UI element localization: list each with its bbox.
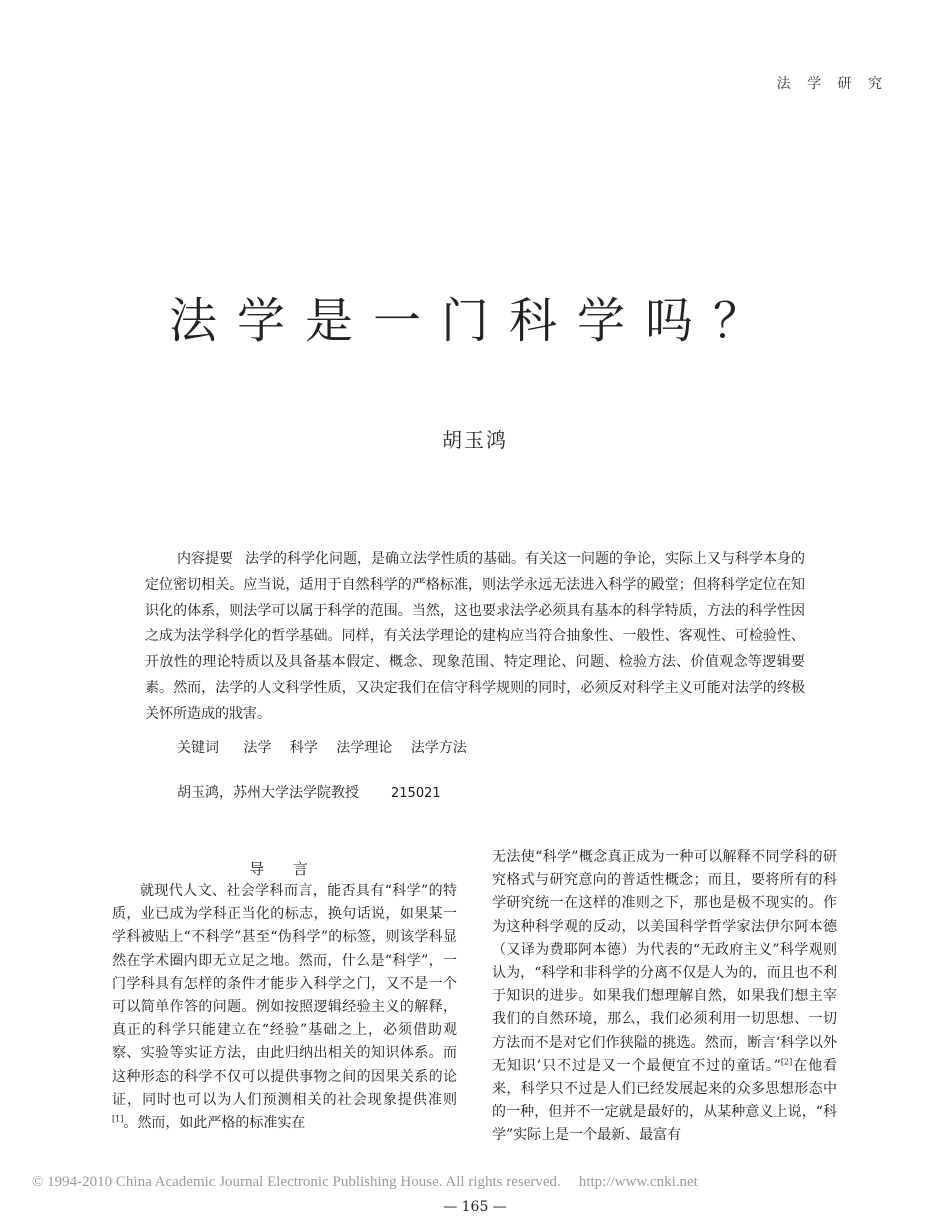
abstract-label: 内容提要 — [177, 551, 233, 567]
journal-name: 法 学 研 究 — [776, 76, 888, 92]
citation-ref[interactable]: [2] — [780, 1057, 793, 1067]
author-name: 胡玉鸿 — [442, 428, 508, 452]
body-column-right — [492, 846, 837, 1148]
keyword: 法学方法 — [410, 740, 467, 756]
copyright-watermark — [32, 1174, 698, 1191]
abstract — [145, 547, 805, 728]
paragraph-text: 就现代人文、社会学科而言，能否具有“科学”的特质，业已成为学科正当化的标志，换句话说，如果某一学科被贴上“不科学”甚至“伪科学”的标签，则该学科显然在学术圈内即无立足之地。然而，什么是“科学”，一门学科具有怎样的条件才能步入科学之门，又不是一个可以简单作答的问题。例如按照逻辑经验主义的解释，真正的科学只能建立在“经验”基础之上，必须借助观察、实验等实证方法，由此归纳出相关的知识体系。而这种形态的科学不仅可以提供事物之间的因果关系的论证，同时也可以为人们预测相关的社会现象提供准则 — [112, 883, 457, 1108]
keywords-label: 关键词 — [177, 740, 219, 756]
body-column-left — [112, 880, 457, 1135]
citation-ref[interactable]: [1] — [112, 1114, 124, 1124]
keyword: 科学 — [289, 740, 318, 756]
author-affiliation — [177, 782, 441, 802]
abstract-text: 法学的科学化问题，是确立法学性质的基础。有关这一问题的争论，实际上又与科学本身的定位密切相关。应当说，适用于自然科学的严格标准，则法学永远无法进入科学的殿堂；但将科学定位在知识化的体系，则法学可以属于科学的范围。当然，这也要求法学必须具有基本的科学特质，方法的科学性因之成为法学科学化的哲学基础。同样，有关法学理论的建构应当符合抽象性、一般性、客观性、可检验性、开放性的理论特质以及具备基本假定、概念、现象范围、特定理论、问题、检验方法、价值观念等逻辑要素。然而，法学的人文科学性质，又决定我们在信守科学规则的同时，必须反对科学主义可能对法学的终极关怀所造成的戕害。 — [145, 551, 805, 722]
page-number: — 165 — — [443, 1199, 507, 1215]
keywords — [177, 737, 481, 757]
article-title: 法学是一门科学吗？ — [168, 293, 781, 349]
section-heading: 导 言 — [249, 860, 320, 878]
postal-code: 215021 — [391, 786, 441, 801]
paragraph-text: 。然而，如此严格的标准实在 — [123, 1115, 306, 1132]
keyword: 法学理论 — [336, 740, 393, 756]
affiliation-text: 胡玉鸿，苏州大学法学院教授 — [177, 785, 359, 801]
paragraph-text: 在他看来，科学只不过是人们已经发展起来的众多思想形态中的一种，但并不一定就是最好的，从某种意义上说，“科学”实际上是一个最新、最富有 — [492, 1057, 838, 1144]
copyright-text: © 1994-2010 China Academic Journal Electronic Publishing House. All rights reserved. — [32, 1174, 561, 1190]
keyword: 法学 — [243, 740, 272, 756]
cnki-link[interactable]: http://www.cnki.net — [578, 1174, 698, 1190]
paragraph-text: 无法使“科学”概念真正成为一种可以解释不同学科的研究格式与研究意向的普适性概念；而且，要将所有的科学研究统一在这样的准则之下，那也是极不现实的。作为这种科学观的反动，以美国科学哲学家法伊尔阿本德（又译为费耶阿本德）为代表的“无政府主义”科学观则认为，“科学和非科学的分离不仅是人为的，而且也不利于知识的进步。如果我们想理解自然，如果我们想主宰我们的自然环境，那么，我们必须利用一切思想、一切方法而不是对它们作狭隘的挑选。然而，断言‘科学以外无知识’只不过是又一个最便宜不过的童话。” — [492, 849, 837, 1074]
